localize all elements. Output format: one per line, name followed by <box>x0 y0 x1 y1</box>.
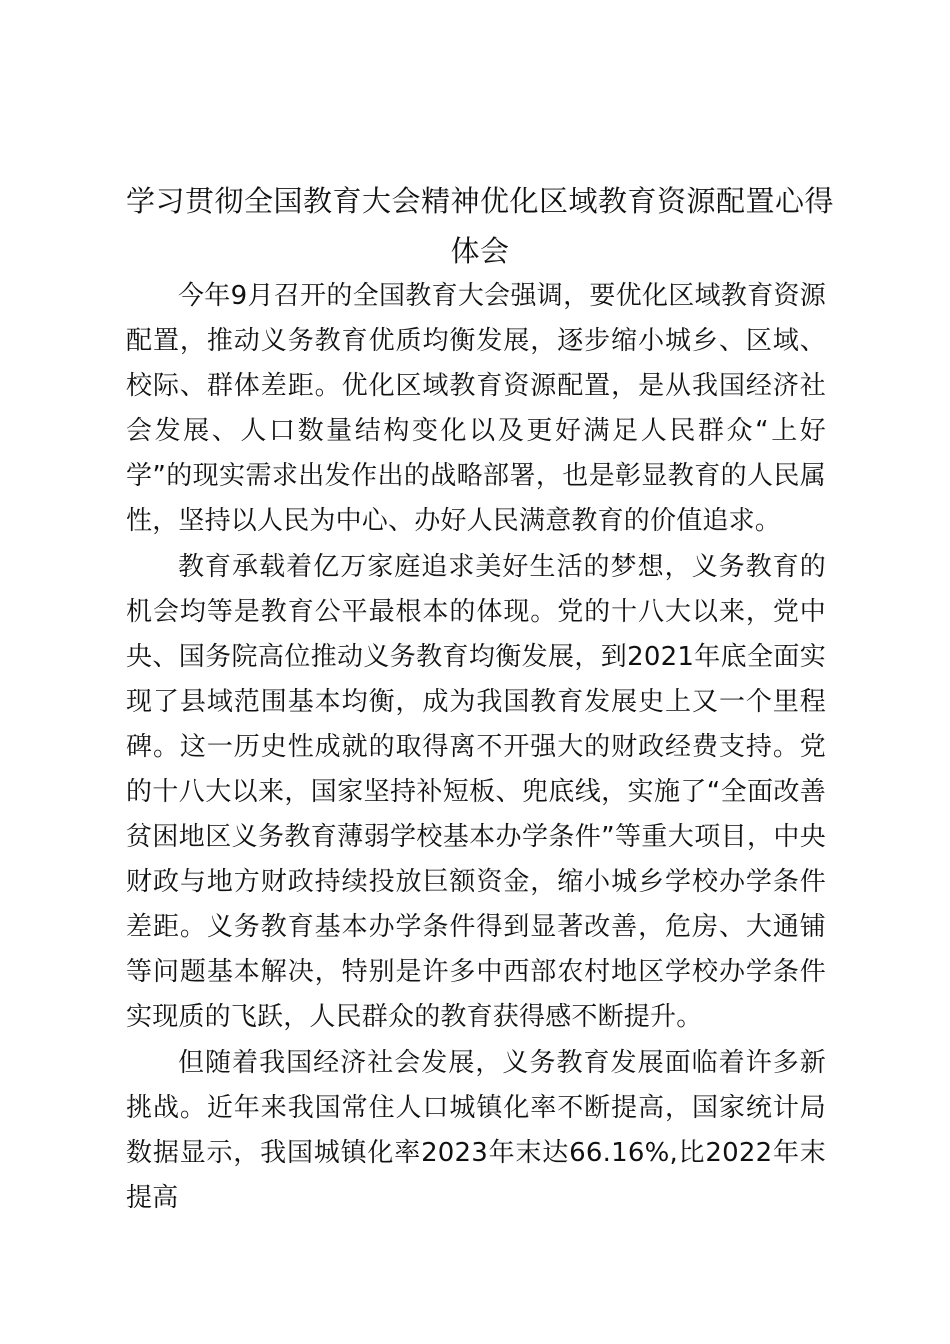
document-title: 学习贯彻全国教育大会精神优化区域教育资源配置心得体会 <box>125 184 834 268</box>
paragraph-1: 今年9月召开的全国教育大会强调，要优化区域教育资源配置，推动义务教育优质均衡发展，逐步缩小城乡、区域、校际、群体差距。优化区域教育资源配置，是从我国经济社会发展、人口数量结构变化以及更好满足人民群众“上好学”的现实需求出发作出的战略部署，也是彰显教育的人民属性，坚持以人民为中心、办好人民满意教育的价值追求。 <box>126 281 826 536</box>
paragraph-2: 教育承载着亿万家庭追求美好生活的梦想，义务教育的机会均等是教育公平最根本的体现。党的十八大以来，党中央、国务院高位推动义务教育均衡发展，到2021年底全面实现了县域范围基本均衡，成为我国教育发展史上又一个里程碑。这一历史性成就的取得离不开强大的财政经费支持。党的十八大以来，国家坚持补短板、兜底线，实施了“全面改善贫困地区义务教育薄弱学校基本办学条件”等重大项目，中央财政与地方财政持续投放巨额资金，缩小城乡学校办学条件差距。义务教育基本办学条件得到显著改善，危房、大通铺等问题基本解决，特别是许多中西部农村地区学校办学条件实现质的飞跃，人民群众的教育获得感不断提升。 <box>126 552 826 1032</box>
paragraph-3: 但随着我国经济社会发展，义务教育发展面临着许多新挑战。近年来我国常住人口城镇化率不断提高，国家统计局数据显示，我国城镇化率2023年末达66.16%,比2022年末提高 <box>126 1048 826 1213</box>
document-body <box>126 274 826 1221</box>
